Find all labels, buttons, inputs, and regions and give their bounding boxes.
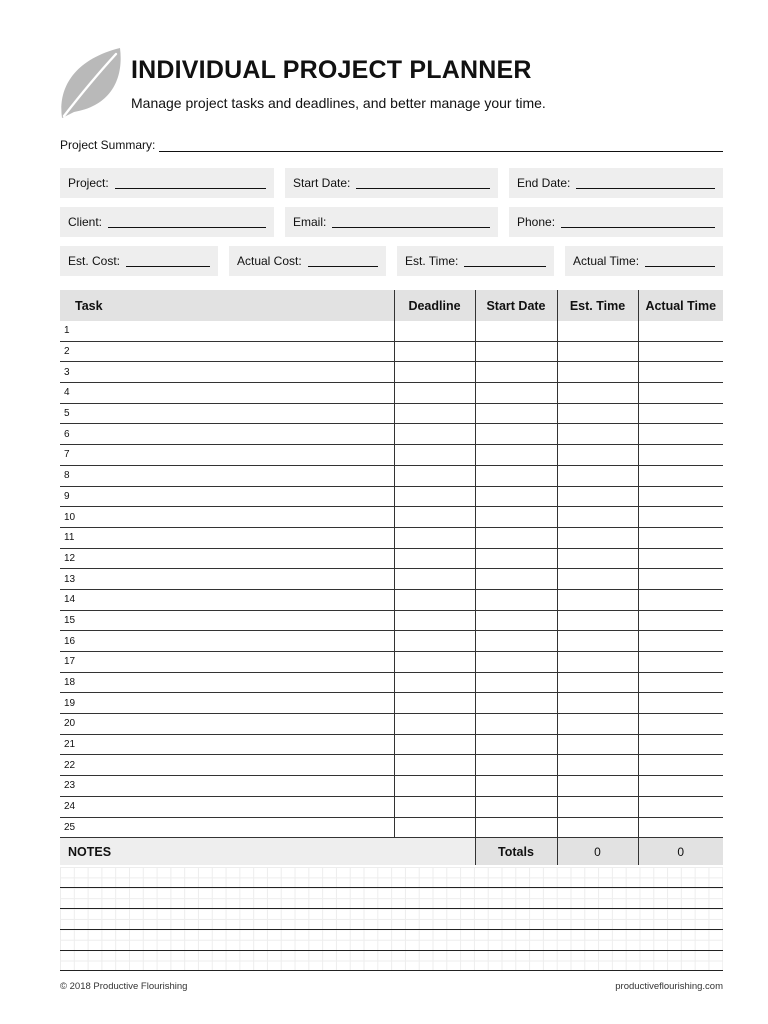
totals-est-time: 0 xyxy=(557,838,638,866)
est-time-cell[interactable] xyxy=(557,631,638,652)
est-time-cell[interactable] xyxy=(557,796,638,817)
task-cell[interactable]: 2 xyxy=(60,341,394,362)
task-row xyxy=(60,569,723,590)
task-row xyxy=(60,672,723,693)
deadline-cell[interactable] xyxy=(394,424,475,445)
task-cell[interactable]: 12 xyxy=(60,548,394,569)
notes-line xyxy=(60,887,723,888)
task-table xyxy=(60,290,723,865)
project-summary-field[interactable] xyxy=(60,138,723,152)
est-time-cell[interactable] xyxy=(557,569,638,590)
est-time-cell[interactable] xyxy=(557,486,638,507)
start-date-cell[interactable] xyxy=(475,776,557,797)
actual-time-cell[interactable] xyxy=(638,424,723,445)
est-time-cell[interactable] xyxy=(557,507,638,528)
deadline-cell[interactable] xyxy=(394,507,475,528)
totals-row xyxy=(60,838,723,866)
start-date-cell[interactable] xyxy=(475,383,557,404)
actual-time-cell[interactable] xyxy=(638,548,723,569)
column-header-task: Task xyxy=(60,290,394,321)
project-summary-line xyxy=(159,139,723,152)
task-row xyxy=(60,548,723,569)
actual-time-cell[interactable] xyxy=(638,693,723,714)
client-field[interactable] xyxy=(60,207,274,237)
est-cost-field[interactable] xyxy=(60,246,218,276)
est-time-cell[interactable] xyxy=(557,776,638,797)
deadline-cell[interactable] xyxy=(394,569,475,590)
est-time-cell[interactable] xyxy=(557,693,638,714)
actual-time-cell[interactable] xyxy=(638,589,723,610)
start-date-cell[interactable] xyxy=(475,486,557,507)
est-time-cell[interactable] xyxy=(557,403,638,424)
deadline-cell[interactable] xyxy=(394,486,475,507)
start-date-cell[interactable] xyxy=(475,341,557,362)
actual-time-cell[interactable] xyxy=(638,610,723,631)
task-cell[interactable]: 5 xyxy=(60,403,394,424)
start-date-cell[interactable] xyxy=(475,714,557,735)
task-cell[interactable]: 24 xyxy=(60,796,394,817)
start-date-cell[interactable] xyxy=(475,652,557,673)
task-row xyxy=(60,589,723,610)
start-date-cell[interactable] xyxy=(475,672,557,693)
deadline-cell[interactable] xyxy=(394,672,475,693)
task-cell[interactable]: 19 xyxy=(60,693,394,714)
task-row xyxy=(60,445,723,466)
est-time-cell[interactable] xyxy=(557,424,638,445)
task-table-header xyxy=(60,290,723,321)
est-time-cell[interactable] xyxy=(557,383,638,404)
task-row xyxy=(60,714,723,735)
est-time-cell[interactable] xyxy=(557,548,638,569)
actual-time-cell[interactable] xyxy=(638,817,723,838)
deadline-cell[interactable] xyxy=(394,465,475,486)
start-date-cell[interactable] xyxy=(475,610,557,631)
start-date-cell[interactable] xyxy=(475,465,557,486)
deadline-cell[interactable] xyxy=(394,383,475,404)
start-date-cell[interactable] xyxy=(475,734,557,755)
actual-time-cell[interactable] xyxy=(638,755,723,776)
notes-line xyxy=(60,970,723,971)
deadline-cell[interactable] xyxy=(394,817,475,838)
start-date-cell[interactable] xyxy=(475,321,557,341)
deadline-cell[interactable] xyxy=(394,652,475,673)
notes-line xyxy=(60,908,723,909)
notes-label-spacer xyxy=(394,838,475,866)
actual-time-cell[interactable] xyxy=(638,776,723,797)
task-cell[interactable]: 18 xyxy=(60,672,394,693)
deadline-cell[interactable] xyxy=(394,589,475,610)
notes-line xyxy=(60,929,723,930)
actual-time-cell[interactable] xyxy=(638,383,723,404)
actual-time-cell[interactable] xyxy=(638,652,723,673)
notes-area[interactable] xyxy=(60,867,723,971)
task-row xyxy=(60,755,723,776)
start-date-cell[interactable] xyxy=(475,527,557,548)
actual-time-cell[interactable] xyxy=(638,569,723,590)
actual-time-field[interactable] xyxy=(565,246,723,276)
totals-actual-time: 0 xyxy=(638,838,723,866)
footer-website[interactable]: productiveflourishing.com xyxy=(615,981,723,992)
start-date-cell[interactable] xyxy=(475,569,557,590)
start-date-cell[interactable] xyxy=(475,362,557,383)
start-date-cell[interactable] xyxy=(475,424,557,445)
project-summary-label: Project Summary: xyxy=(60,138,156,152)
est-time-cell[interactable] xyxy=(557,610,638,631)
actual-time-cell[interactable] xyxy=(638,445,723,466)
deadline-cell[interactable] xyxy=(394,776,475,797)
actual-time-cell[interactable] xyxy=(638,403,723,424)
page-title: INDIVIDUAL PROJECT PLANNER xyxy=(131,56,532,84)
task-row xyxy=(60,486,723,507)
task-cell[interactable]: 20 xyxy=(60,714,394,735)
task-cell[interactable]: 13 xyxy=(60,569,394,590)
deadline-cell[interactable] xyxy=(394,714,475,735)
start-date-field[interactable] xyxy=(285,168,498,198)
task-row xyxy=(60,383,723,404)
column-header-deadline: Deadline xyxy=(394,290,475,321)
est-cost-label: Est. Cost: xyxy=(68,254,121,268)
start-date-cell[interactable] xyxy=(475,589,557,610)
actual-time-cell[interactable] xyxy=(638,527,723,548)
actual-time-cell[interactable] xyxy=(638,734,723,755)
task-row xyxy=(60,610,723,631)
task-cell[interactable]: 22 xyxy=(60,755,394,776)
deadline-cell[interactable] xyxy=(394,796,475,817)
column-header-est-time: Est. Time xyxy=(557,290,638,321)
end-date-label: End Date: xyxy=(517,176,571,190)
totals-label: Totals xyxy=(475,838,557,866)
est-time-cell[interactable] xyxy=(557,817,638,838)
task-row xyxy=(60,796,723,817)
deadline-cell[interactable] xyxy=(394,527,475,548)
task-row xyxy=(60,341,723,362)
start-date-cell[interactable] xyxy=(475,507,557,528)
task-cell[interactable]: 14 xyxy=(60,589,394,610)
est-time-cell[interactable] xyxy=(557,714,638,735)
task-cell[interactable]: 9 xyxy=(60,486,394,507)
page-subtitle: Manage project tasks and deadlines, and better manage your time. xyxy=(131,95,546,111)
est-time-field[interactable] xyxy=(397,246,554,276)
task-cell[interactable]: 7 xyxy=(60,445,394,466)
actual-time-cell[interactable] xyxy=(638,631,723,652)
footer-copyright: © 2018 Productive Flourishing xyxy=(60,981,188,992)
task-cell[interactable]: 11 xyxy=(60,527,394,548)
task-row xyxy=(60,693,723,714)
end-date-field[interactable] xyxy=(509,168,723,198)
task-cell[interactable]: 15 xyxy=(60,610,394,631)
deadline-cell[interactable] xyxy=(394,445,475,466)
est-time-cell[interactable] xyxy=(557,734,638,755)
est-time-cell[interactable] xyxy=(557,652,638,673)
phone-field[interactable] xyxy=(509,207,723,237)
task-row xyxy=(60,321,723,341)
client-label: Client: xyxy=(68,215,103,229)
start-date-label: Start Date: xyxy=(293,176,351,190)
deadline-cell[interactable] xyxy=(394,362,475,383)
actual-time-cell[interactable] xyxy=(638,714,723,735)
email-label: Email: xyxy=(293,215,327,229)
task-row xyxy=(60,817,723,838)
actual-time-cell[interactable] xyxy=(638,465,723,486)
deadline-cell[interactable] xyxy=(394,631,475,652)
project-label: Project: xyxy=(68,176,109,190)
start-date-cell[interactable] xyxy=(475,817,557,838)
task-cell[interactable]: 4 xyxy=(60,383,394,404)
task-cell[interactable]: 17 xyxy=(60,652,394,673)
deadline-cell[interactable] xyxy=(394,548,475,569)
est-time-cell[interactable] xyxy=(557,527,638,548)
est-time-cell[interactable] xyxy=(557,341,638,362)
deadline-cell[interactable] xyxy=(394,693,475,714)
task-row xyxy=(60,403,723,424)
actual-cost-field[interactable] xyxy=(229,246,386,276)
actual-time-cell[interactable] xyxy=(638,341,723,362)
est-time-cell[interactable] xyxy=(557,465,638,486)
column-header-actual-time: Actual Time xyxy=(638,290,723,321)
project-field[interactable] xyxy=(60,168,274,198)
notes-line xyxy=(60,950,723,951)
actual-time-label: Actual Time: xyxy=(573,254,640,268)
actual-time-cell[interactable] xyxy=(638,321,723,341)
notes-label: NOTES xyxy=(60,838,394,866)
leaf-logo-icon xyxy=(58,46,122,120)
actual-time-cell[interactable] xyxy=(638,362,723,383)
task-cell[interactable]: 25 xyxy=(60,817,394,838)
actual-cost-label: Actual Cost: xyxy=(237,254,302,268)
task-row xyxy=(60,424,723,445)
task-cell[interactable]: 1 xyxy=(60,321,394,341)
task-row xyxy=(60,465,723,486)
start-date-cell[interactable] xyxy=(475,796,557,817)
task-row xyxy=(60,734,723,755)
est-time-cell[interactable] xyxy=(557,589,638,610)
task-cell[interactable]: 21 xyxy=(60,734,394,755)
task-cell[interactable]: 8 xyxy=(60,465,394,486)
est-time-label: Est. Time: xyxy=(405,254,459,268)
task-cell[interactable]: 6 xyxy=(60,424,394,445)
task-row xyxy=(60,507,723,528)
start-date-cell[interactable] xyxy=(475,631,557,652)
task-cell[interactable]: 10 xyxy=(60,507,394,528)
est-time-cell[interactable] xyxy=(557,672,638,693)
start-date-cell[interactable] xyxy=(475,755,557,776)
email-field[interactable] xyxy=(285,207,498,237)
column-header-start-date: Start Date xyxy=(475,290,557,321)
est-time-cell[interactable] xyxy=(557,755,638,776)
est-time-cell[interactable] xyxy=(557,321,638,341)
deadline-cell[interactable] xyxy=(394,610,475,631)
task-row xyxy=(60,362,723,383)
task-row xyxy=(60,631,723,652)
task-row xyxy=(60,652,723,673)
start-date-cell[interactable] xyxy=(475,403,557,424)
task-row xyxy=(60,776,723,797)
actual-time-cell[interactable] xyxy=(638,796,723,817)
actual-time-cell[interactable] xyxy=(638,507,723,528)
start-date-cell[interactable] xyxy=(475,445,557,466)
task-cell[interactable]: 16 xyxy=(60,631,394,652)
task-row xyxy=(60,527,723,548)
actual-time-cell[interactable] xyxy=(638,486,723,507)
deadline-cell[interactable] xyxy=(394,321,475,341)
est-time-cell[interactable] xyxy=(557,445,638,466)
actual-time-cell[interactable] xyxy=(638,672,723,693)
start-date-cell[interactable] xyxy=(475,548,557,569)
start-date-cell[interactable] xyxy=(475,693,557,714)
est-time-cell[interactable] xyxy=(557,362,638,383)
deadline-cell[interactable] xyxy=(394,341,475,362)
phone-label: Phone: xyxy=(517,215,556,229)
task-cell[interactable]: 23 xyxy=(60,776,394,797)
deadline-cell[interactable] xyxy=(394,734,475,755)
deadline-cell[interactable] xyxy=(394,755,475,776)
deadline-cell[interactable] xyxy=(394,403,475,424)
task-cell[interactable]: 3 xyxy=(60,362,394,383)
